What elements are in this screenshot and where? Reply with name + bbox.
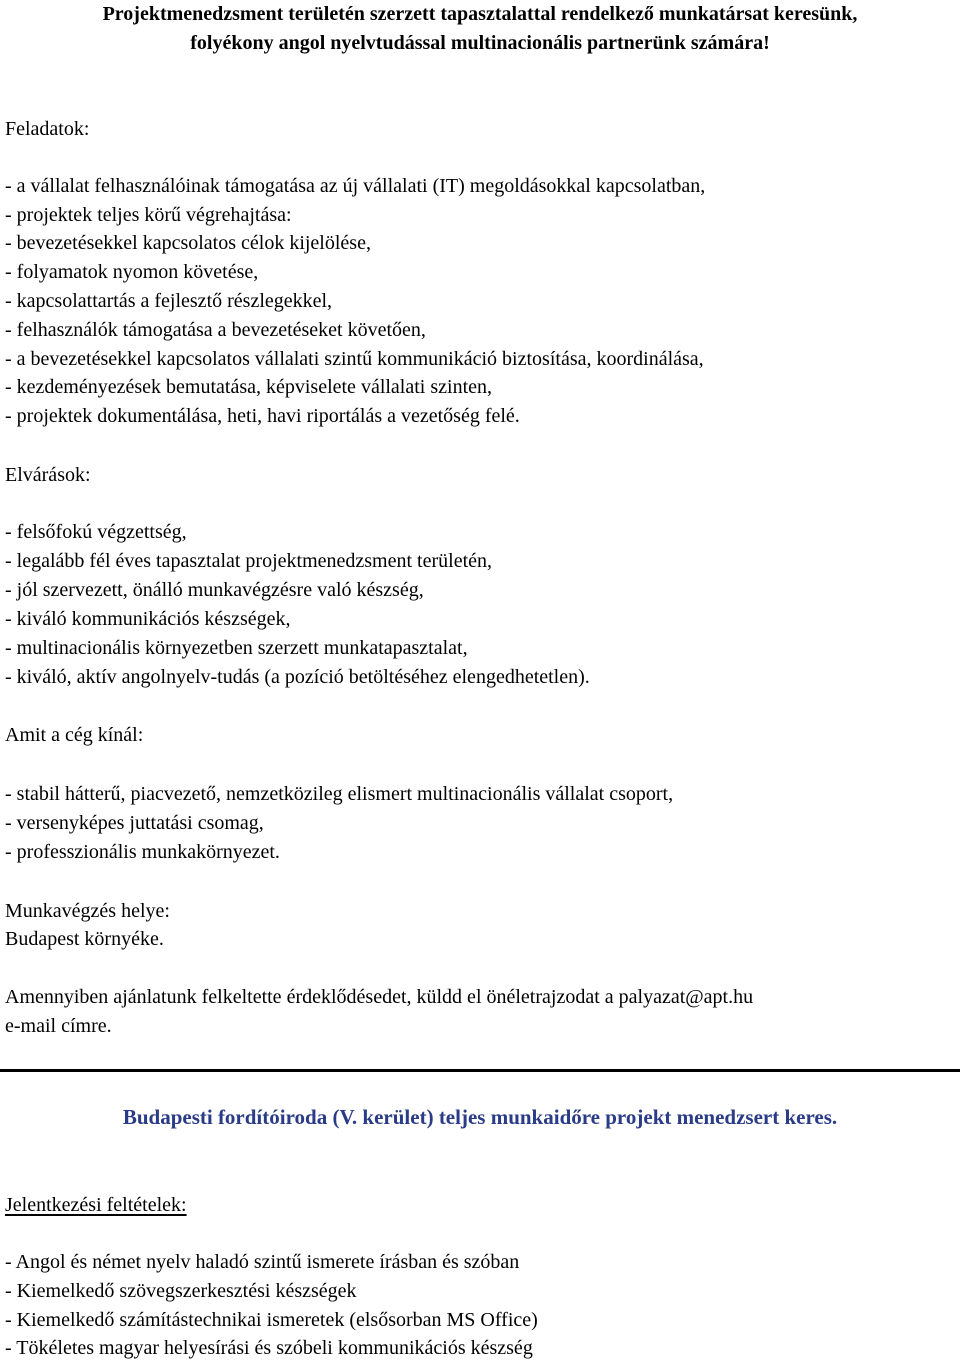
tasks-item: - projektek dokumentálása, heti, havi riportálás a vezetőség felé. [5, 405, 520, 427]
conditions-item: - Kiemelkedő számítástechnikai ismeretek (elsősorban MS Office) [5, 1309, 538, 1331]
tasks-item: - kapcsolattartás a fejlesztő részlegekkel, [5, 290, 333, 312]
tasks-item: - a vállalat felhasználóinak támogatása az új vállalati (IT) megoldásokkal kapcsolatban, [5, 175, 706, 197]
requirements-item: - jól szervezett, önálló munkavégzésre való készség, [5, 579, 424, 601]
section-divider [0, 1069, 960, 1072]
conditions-item: - Angol és német nyelv haladó szintű ismerete írásban és szóban [5, 1251, 520, 1273]
tasks-item: - folyamatok nyomon követése, [5, 261, 259, 283]
location-heading: Munkavégzés helye: [5, 900, 170, 922]
offer-item: - professzionális munkakörnyezet. [5, 841, 280, 863]
tasks-item: - bevezetésekkel kapcsolatos célok kijelölése, [5, 232, 371, 254]
tasks-item: - a bevezetésekkel kapcsolatos vállalati szintű kommunikáció biztosítása, koordinálása, [5, 348, 704, 370]
page-title-line-1: Projektmenedzsment területén szerzett tapasztalattal rendelkező munkatársat keresünk, [102, 3, 858, 25]
requirements-heading: Elvárások: [5, 464, 91, 486]
apply-text-line-1: Amennyiben ajánlatunk felkeltette érdeklődésedet, küldd el önéletrajzodat a palyazat@apt.hu [5, 986, 754, 1008]
tasks-item: - kezdeményezések bemutatása, képviselete vállalati szinten, [5, 376, 493, 398]
requirements-item: - felsőfokú végzettség, [5, 521, 187, 543]
requirements-item: - legalább fél éves tapasztalat projektmenedzsment területén, [5, 550, 493, 572]
page-title-line-2: folyékony angol nyelvtudással multinacionális partnerünk számára! [190, 32, 770, 54]
location-value: Budapest környéke. [5, 928, 164, 950]
apply-text-line-2: e-mail címre. [5, 1015, 112, 1037]
tasks-item: - projektek teljes körű végrehajtása: [5, 204, 292, 226]
offer-item: - versenyképes juttatási csomag, [5, 812, 264, 834]
tasks-heading: Feladatok: [5, 118, 90, 140]
conditions-item: - Tökéletes magyar helyesírási és szóbeli kommunikációs készség [5, 1337, 533, 1359]
requirements-item: - kiváló, aktív angolnyelv-tudás (a pozíció betöltéséhez elengedhetetlen). [5, 666, 590, 688]
requirements-item: - multinacionális környezetben szerzett munkatapasztalat, [5, 637, 468, 659]
offer-item: - stabil hátterű, piacvezető, nemzetközileg elismert multinacionális vállalat csoport, [5, 783, 674, 805]
offer-heading: Amit a cég kínál: [5, 724, 144, 746]
requirements-item: - kiváló kommunikációs készségek, [5, 608, 291, 630]
tasks-item: - felhasználók támogatása a bevezetéseket követően, [5, 319, 426, 341]
conditions-item: - Kiemelkedő szövegszerkesztési készségek [5, 1280, 357, 1302]
conditions-heading: Jelentkezési feltételek: [5, 1194, 187, 1216]
second-ad-title: Budapesti fordítóiroda (V. kerület) teljes munkaidőre projekt menedzsert keres. [122, 1105, 838, 1129]
